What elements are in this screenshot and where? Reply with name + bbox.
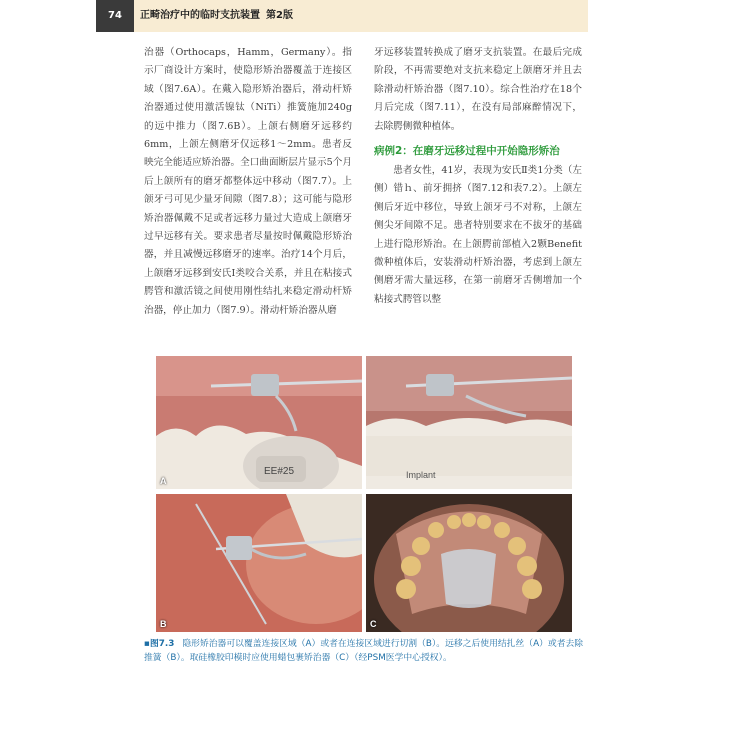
book-title: 正畸治疗中的临时支抗装置 xyxy=(140,10,260,21)
figure-number: ▪图7.3 xyxy=(144,639,175,649)
running-title xyxy=(140,0,293,32)
photo-c-image xyxy=(366,356,572,489)
clinical-photo-b xyxy=(156,494,362,632)
photo-b-image xyxy=(156,494,362,632)
figure-label-c: C xyxy=(370,619,377,629)
book-page xyxy=(96,0,588,700)
clinical-photo-d xyxy=(366,494,572,632)
figure-caption xyxy=(144,637,584,665)
page-number: 74 xyxy=(96,0,134,32)
photo-a-image xyxy=(156,356,362,489)
photo-d-image xyxy=(366,494,572,632)
body-paragraph: 牙远移装置转换成了磨牙支抗装置。在最后完成阶段，不再需要绝对支抗来稳定上颌磨牙并且去除滑动杆矫治器（图7.10）。综合性治疗在18个月后完成（图7.11），在没有局部麻醉情况下，去除腭侧微种植体。 xyxy=(374,47,582,132)
book-edition: 第2版 xyxy=(266,10,293,21)
page-header xyxy=(96,0,588,32)
clinical-photo-a xyxy=(156,356,362,489)
body-paragraph: 治器（Orthocaps，Hamm，Germany）。指示厂商设计方案时，使隐形矫治器覆盖于连接区域（图7.6A）。在戴入隐形矫治器后，滑动杆矫治器通过使用激活镍钛（NiTi）推簧施加240g的远中推力（图7.6B）。上颌右侧磨牙远移约6mm，上颌左侧磨牙仅远移1～2mm。患者反映完全能适应矫治器。全口曲面断层片显示5个月后上颌所有的磨牙都整体远中移动（图7.7）。上颌牙弓可见少量牙间隙（图7.8）；这可能与隐形矫治器佩戴不足或者远移力量过大造成上颌磨牙过早远移有关。要求患者尽量按时佩戴隐形矫治器，并且减慢远移磨牙的速率。治疗14个月后，上颌磨牙远移到安氏Ⅰ类咬合关系，并且在粘接式腭管和激活镜之间使用刚性结扎来稳定滑动杆矫治器，停止加力（图7.9）。滑动杆矫治器从磨 xyxy=(144,47,352,316)
svg-text:EE#25: EE#25 xyxy=(264,466,295,477)
case-heading: 病例2：在磨牙远移过程中开始隐形矫治 xyxy=(374,145,560,158)
right-text-column xyxy=(374,44,582,309)
figure-label-b: B xyxy=(160,619,167,629)
body-paragraph: 患者女性，41岁，表现为安氏Ⅱ类1分类（左侧）错ｈ、前牙拥挤（图7.12和表7.2）。上颌左侧后牙近中移位，导致上颌牙弓不对称，上颌左侧尖牙间隙不足。患者特别要求在不拔牙的基础上进行隐形矫治。在上颌腭前部植入2颗Benefit微种植体后，安装滑动杆矫治器，考虑到上颌左侧磨牙需大量远移，在第一前磨牙舌侧增加一个粘接式腭管以整 xyxy=(374,165,582,305)
svg-text:Implant: Implant xyxy=(406,470,436,480)
figure-label-a: A xyxy=(160,476,167,486)
figure-caption-text: 隐形矫治器可以覆盖连接区域（A）或者在连接区域进行切割（B）。远移之后使用结扎丝（A）或者去除推簧（B）。取硅橡胶印模时应使用蜡包裹矫治器（C）（经PSM医学中心授权）。 xyxy=(144,639,584,663)
clinical-photo-c xyxy=(366,356,572,489)
left-text-column xyxy=(144,44,352,320)
